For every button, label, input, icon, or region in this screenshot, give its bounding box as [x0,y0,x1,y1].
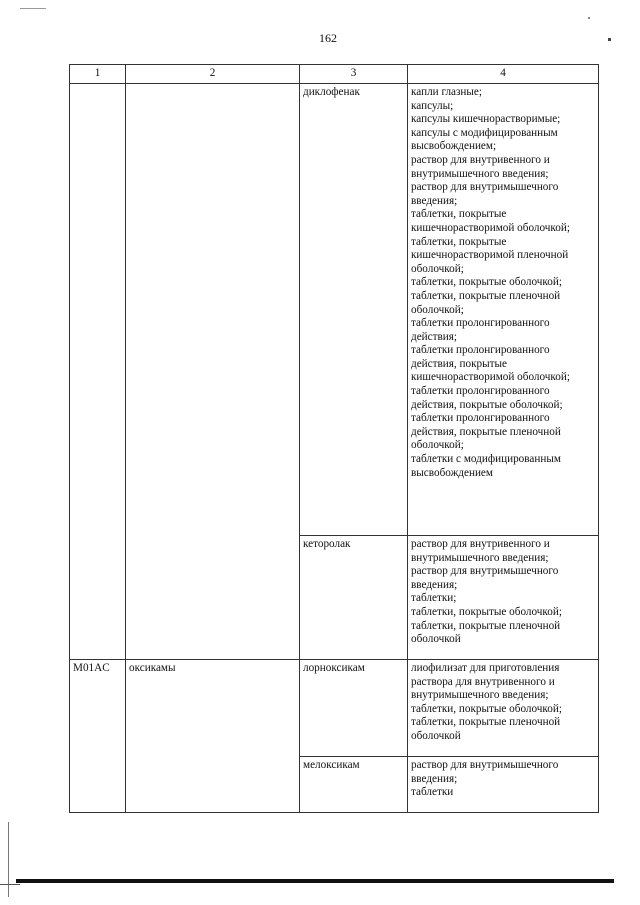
page-number: 162 [319,31,337,45]
header-cell-4: 4 [408,65,599,84]
dosage-form-line: таблетки, покрытые пленочной [411,289,561,302]
dosage-form-line: раствор для внутривенного и [411,153,550,166]
dosage-form-line: таблетки [411,786,454,799]
header-row [70,65,599,84]
forms-cell [408,536,599,660]
scan-bottom-line [0,884,20,885]
dosage-form-line: введения; [411,772,458,785]
dosage-form-line: лиофилизат для приготовления [411,662,560,674]
dosage-form-line: кишечнорастворимой оболочкой; [411,221,570,234]
dosage-form-line: высвобождением; [411,140,497,153]
dosage-form-line: таблетки, покрытые оболочкой; [411,605,562,618]
dosage-form-line: раствора для внутривенного и [411,675,555,688]
dosage-form-line: внутримышечного введения; [411,167,549,180]
forms-cell [408,660,599,757]
dosage-form-line: таблетки, покрытые [411,235,507,248]
dosage-form-line: таблетки с модифицированным [411,453,561,466]
drug-cell: диклофенак [300,84,408,536]
dosage-form-line: оболочкой [411,729,461,742]
table-row [70,84,599,536]
forms-cell [408,757,599,813]
scan-mark-line [20,8,46,9]
table-row [70,660,599,757]
dosage-form-line: раствор для внутримышечного [411,759,559,771]
group-cell [126,84,300,660]
dosage-form-line: таблетки пролонгированного [411,412,550,425]
drug-table [69,64,599,813]
dosage-form-line: капли глазные; [411,86,483,98]
drug-cell: лорноксикам [300,660,408,757]
dosage-form-line: кишечнорастворимой оболочкой; [411,371,570,384]
dosage-form-line: оболочкой; [411,262,464,275]
drug-cell: кеторолак [300,536,408,660]
dosage-form-line: действия, покрытые [411,357,508,370]
dosage-form-line: таблетки; [411,592,457,605]
dosage-form-line: таблетки пролонгированного [411,385,550,398]
header-cell-3: 3 [300,65,408,84]
group-cell: оксикамы [126,660,300,813]
dosage-form-line: таблетки пролонгированного [411,317,550,330]
code-cell: M01AC [70,660,126,813]
dosage-form-line: капсулы; [411,99,454,112]
dosage-form-line: оболочкой; [411,439,464,452]
code-cell [70,84,126,660]
dosage-form-line: кишечнорастворимой пленочной [411,249,569,262]
dosage-form-line: раствор для внутримышечного [411,181,559,194]
dosage-form-line: раствор для внутримышечного [411,565,559,578]
dosage-form-line: таблетки, покрытые пленочной [411,716,561,729]
dosage-form-line: введения; [411,578,458,591]
dosage-form-line: действия, покрытые пленочной [411,425,561,438]
header-cell-1: 1 [70,65,126,84]
dosage-form-line: внутримышечного введения; [411,689,549,702]
dosage-form-line: действия, покрытые оболочкой; [411,398,563,411]
dosage-form-line: таблетки, покрытые пленочной [411,619,561,632]
dosage-form-line: внутримышечного введения; [411,551,549,564]
dosage-form-line: действия; [411,330,458,343]
dosage-form-line: таблетки, покрытые оболочкой; [411,702,562,715]
forms-cell [408,84,599,536]
dosage-form-line: раствор для внутривенного и [411,538,550,550]
dosage-form-line: оболочкой [411,633,461,646]
dosage-form-line: капсулы с модифицированным [411,126,558,139]
scan-edge-line [8,822,9,897]
dosage-form-line: оболочкой; [411,303,464,316]
dosage-form-line: таблетки пролонгированного [411,344,550,357]
scan-speck [588,17,590,19]
dosage-form-line: таблетки, покрытые оболочкой; [411,276,562,289]
drug-cell: мелоксикам [300,757,408,813]
dosage-form-line: введения; [411,194,458,207]
dosage-form-line: высвобождением [411,466,493,479]
dosage-form-line: таблетки, покрытые [411,208,507,221]
header-cell-2: 2 [126,65,300,84]
scan-bottom-bar [16,879,614,883]
dosage-form-line: капсулы кишечнорастворимые; [411,113,561,126]
